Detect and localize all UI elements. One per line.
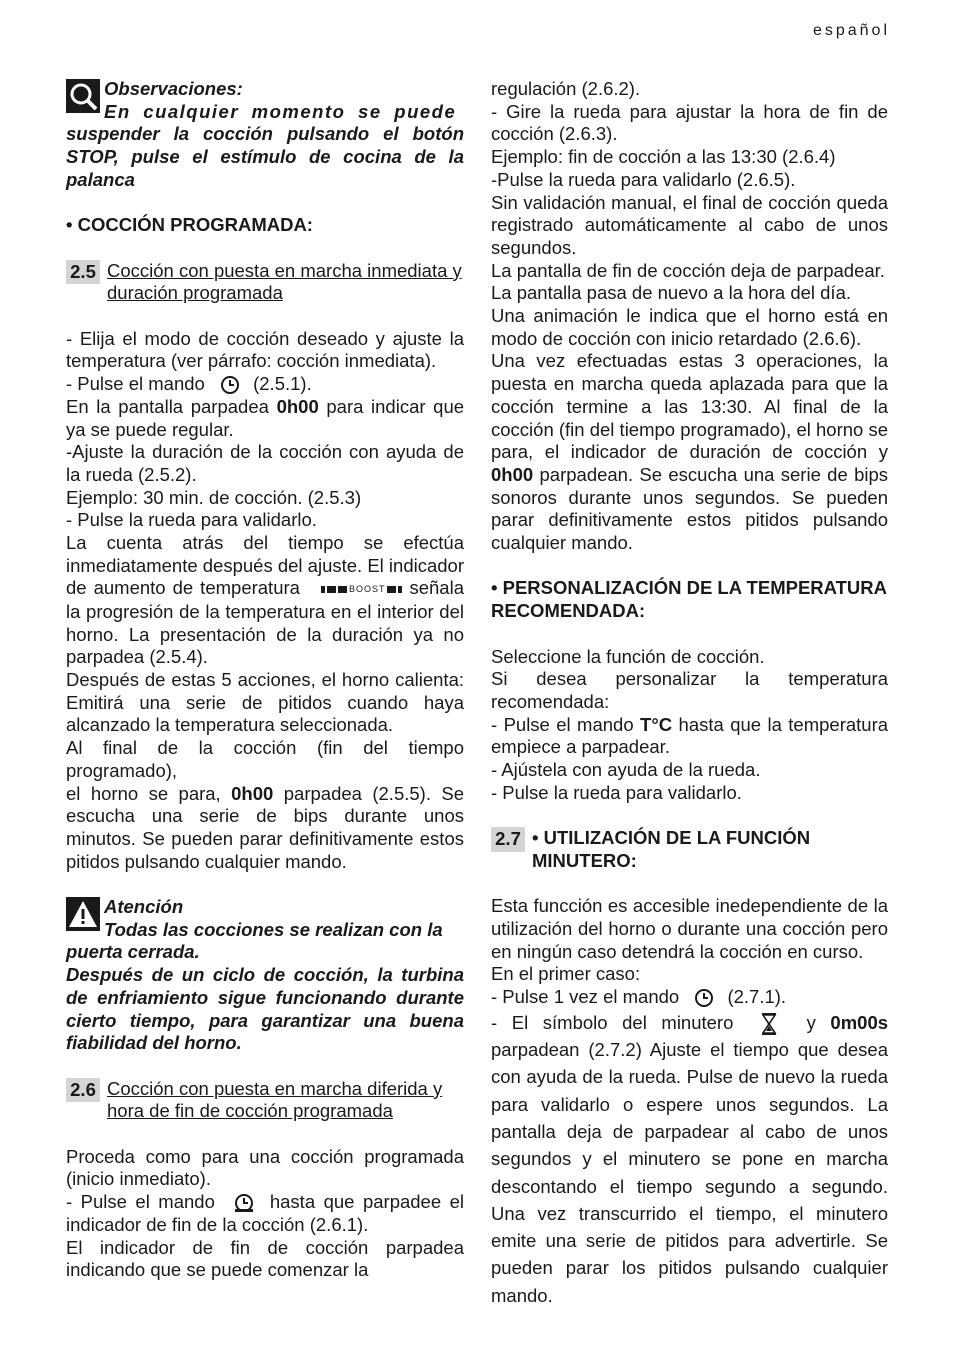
paragraph: - Ajústela con ayuda de la rueda. — [491, 759, 761, 781]
paragraph: Seleccione la función de cocción. — [491, 645, 765, 667]
paragraph: Sin validación manual, el final de cocción queda registrado automáticamente al cabo de unos segundos. — [491, 191, 888, 258]
paragraph: - Pulse el mando T°C hasta que la temperatura empiece a parpadear. — [491, 713, 889, 758]
section-title: Cocción con puesta en marcha inmediata y duración programada — [107, 259, 462, 304]
right-column — [491, 78, 888, 1309]
magnifier-icon — [66, 79, 100, 113]
boost-indicator-icon: BOOST — [321, 578, 403, 601]
paragraph: En la pantalla parpadea 0h00 para indicar que ya se puede regular. — [66, 395, 465, 440]
warning-text: Después de un ciclo de cocción, la turbina de enfriamiento sigue funcionando durante cierto tiempo, para garantizar una buena fiabilidad del horno. — [66, 964, 464, 1054]
section-number: 2.6 — [66, 1078, 100, 1103]
paragraph: - Pulse el mando (2.5.1). — [66, 373, 312, 395]
paragraph: el horno se para, 0h00 parpadea (2.5.5). Se escucha una serie de bips durante unos minutos. Se pueden parar definitivamente estos pitidos pulsando cualquier mando. — [66, 782, 465, 872]
paragraph: - Pulse la rueda para validarlo. — [491, 781, 742, 803]
paragraph: Ejemplo: fin de cocción a las 13:30 (2.6.4) — [491, 146, 836, 168]
section-2-5 — [66, 260, 464, 305]
paragraph: -Pulse la rueda para validarlo (2.6.5). — [491, 168, 796, 190]
paragraph: Proceda como para una cocción programada (inicio inmediato). — [66, 1145, 464, 1190]
note-title: Observaciones: — [104, 78, 243, 99]
clock-icon — [694, 988, 714, 1008]
section-title: Cocción con puesta en marcha diferida y hora de fin de cocción programada — [107, 1077, 443, 1122]
section-number: 2.7 — [491, 827, 525, 852]
heading-personalizacion: • PERSONALIZACIÓN DE LA TEMPERATURA RECOMENDADA: — [491, 577, 887, 622]
paragraph: Después de estas 5 acciones, el horno calienta: Emitirá una serie de pitidos cuando haya alcanzado la temperatura seleccionada. — [66, 668, 464, 736]
paragraph: - Pulse 1 vez el mando (2.7.1). — [491, 986, 787, 1008]
paragraph: Ejemplo: 30 min. de cocción. (2.5.3) — [66, 486, 362, 508]
clock-icon — [220, 375, 240, 395]
paragraph: La pantalla de fin de cocción deja de parpadear. — [491, 259, 885, 281]
paragraph: Si desea personalizar la temperatura recomendada: — [491, 668, 888, 712]
clock-end-icon — [233, 1193, 255, 1213]
warning-note — [66, 896, 464, 1055]
observations-note — [66, 78, 464, 192]
note-line1: En cualquier momento se puede — [104, 100, 457, 122]
warning-line1: Todas las cocciones se realizan con la — [104, 918, 443, 940]
warning-title: Atención — [104, 896, 184, 917]
paragraph: Una animación le indica que el horno está en modo de cocción con inicio retardado (2.6.6). — [491, 305, 888, 349]
hourglass-icon — [760, 1013, 778, 1035]
section-title: • UTILIZACIÓN DE LA FUNCIÓN MINUTERO: — [532, 827, 811, 871]
language-label: español — [812, 22, 890, 39]
paragraph: - Pulse la rueda para validarlo. — [66, 509, 317, 531]
warning-line2: puerta cerrada. — [66, 941, 200, 963]
paragraph: - El símbolo del minutero y 0m00s parpadean (2.7.2) Ajuste el tiempo que desea con ayuda de la rueda. Pulse de nuevo la rueda para validarlo o espere unos segundos. La pantalla deja de parpadear al cabo de unos segundos y el minutero se pone en marcha descontando el tiempo segundo a segundo. Una vez transcurrido el tiempo, el minutero emite una serie de pitidos para advertirle. Se pueden parar los pitidos pulsando cualquier mando. — [491, 1011, 889, 1306]
paragraph: regulación (2.6.2). — [491, 78, 641, 99]
paragraph: Esta funcción es accesible inedependiente de la utilización del horno o durante una cocción pero en ningún caso detendrá la cocción en curso. — [491, 895, 888, 962]
section-2-6 — [66, 1078, 464, 1123]
paragraph: Una vez efectuadas estas 3 operaciones, la puesta en marcha queda aplazada para que la cocción termine a las 13:30. Al final de la cocción (fin del tiempo programado), el horno se para, el indicador de duración de cocción y 0h00 parpadean. Se escucha una serie de bips sonoros durante unos segundos. Se pueden parar definitivamente estos pitidos pulsando cualquier mando. — [491, 350, 889, 554]
paragraph: Al final de la cocción (fin del tiempo programado), — [66, 737, 464, 781]
left-column — [66, 78, 464, 1282]
paragraph: - Pulse el mando hasta que parpadee el indicador de fin de la cocción (2.6.1). — [66, 1191, 465, 1235]
paragraph: - Gire la rueda para ajustar la hora de fin de cocción (2.6.3). — [491, 100, 888, 145]
paragraph: - Elija el modo de cocción deseado y ajuste la temperatura (ver párrafo: cocción inmediata). — [66, 327, 464, 372]
section-number: 2.5 — [66, 260, 100, 285]
paragraph: La pantalla pasa de nuevo a la hora del día. — [491, 282, 852, 304]
paragraph: El indicador de fin de cocción parpadea indicando que se puede comenzar la — [66, 1236, 464, 1281]
paragraph: En el primer caso: — [491, 963, 641, 985]
warning-icon — [66, 897, 100, 931]
paragraph: La cuenta atrás del tiempo se efectúa inmediatamente después del ajuste. El indicador de aumento de temperatura BOOST señala la progresión de la temperatura en el interior del horno. La presentación de la duración ya no parpadea (2.5.4). — [66, 532, 464, 668]
note-text: suspender la cocción pulsando el botón STOP, pulse el estímulo de cocina de la palanca — [66, 123, 464, 190]
section-2-7 — [491, 827, 888, 872]
heading-programada: • COCCIÓN PROGRAMADA: — [66, 214, 313, 236]
paragraph: -Ajuste la duración de la cocción con ayuda de la rueda (2.5.2). — [66, 441, 464, 485]
